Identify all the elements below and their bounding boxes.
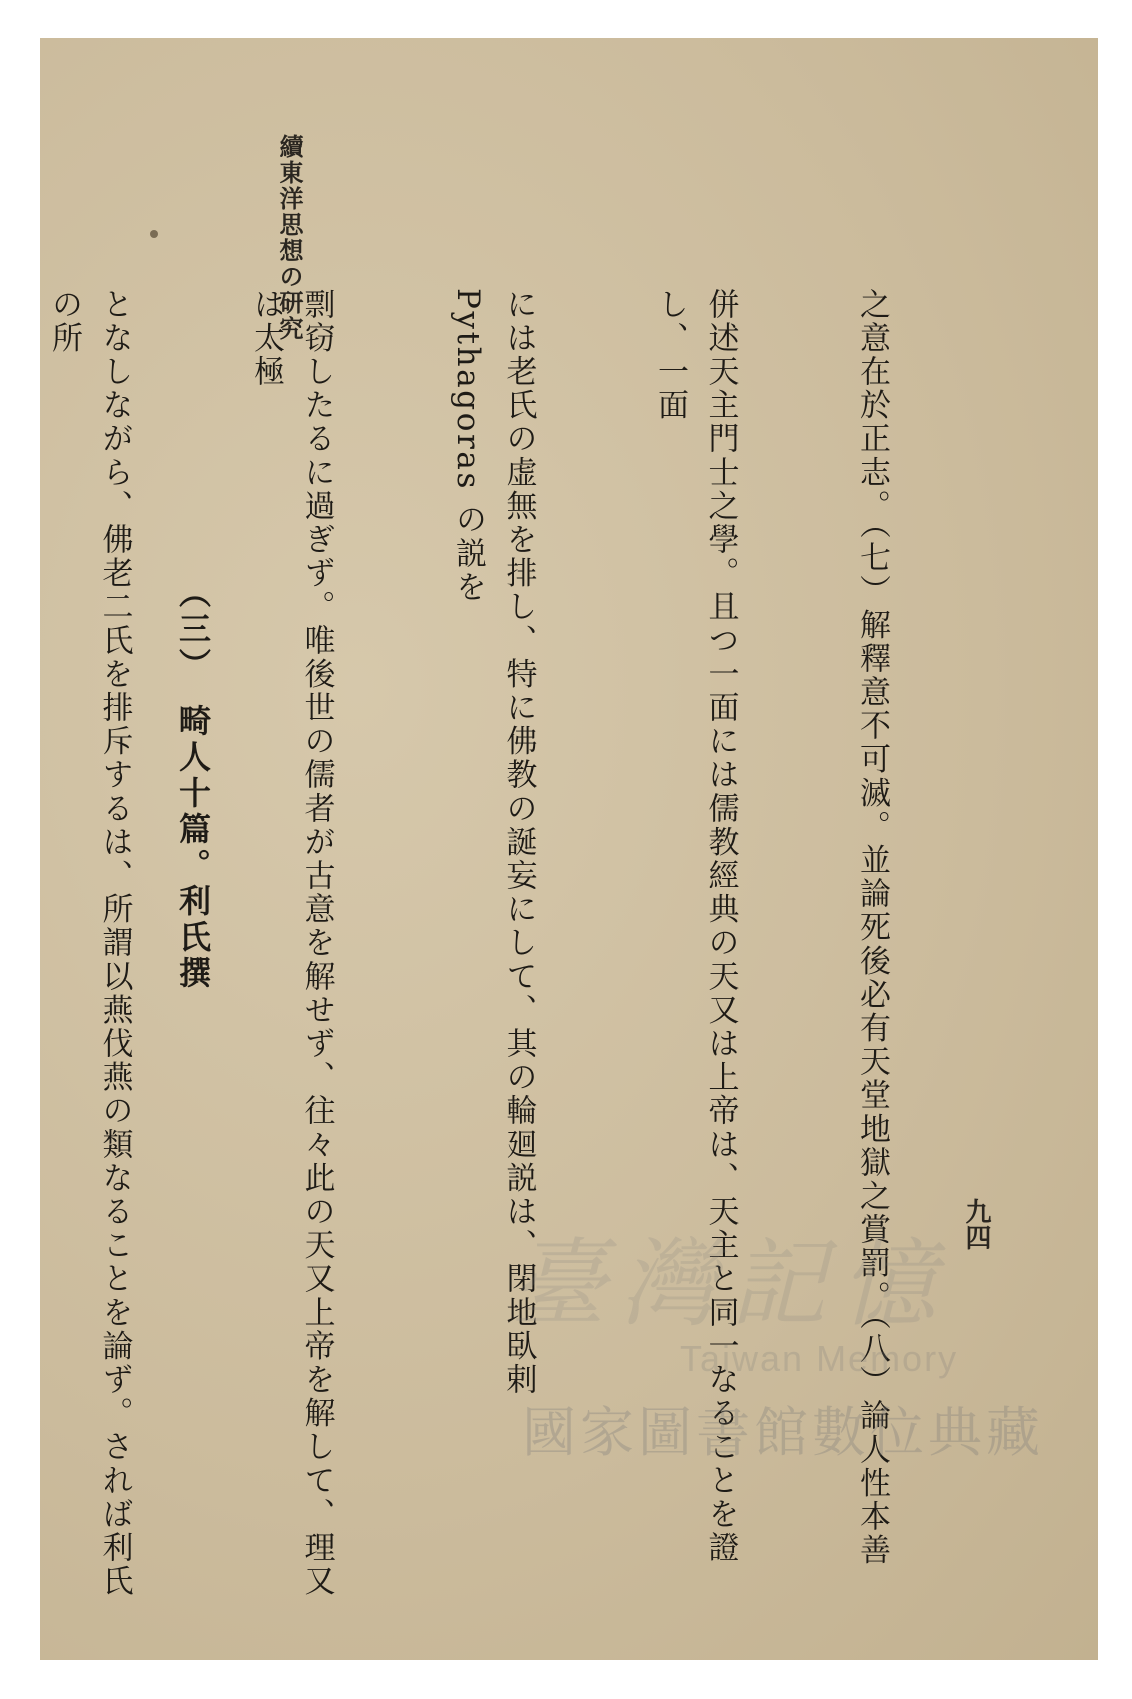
body-line: 之意在於正志。（七）解釋意不可滅。並論死後必有天堂地獄之賞罰。（八）論人性本善 xyxy=(854,288,890,1568)
body-line: となしながら、佛老二氏を排斥するは、所謂以燕伐燕の類なることを論ず。されば利氏の所 xyxy=(46,288,133,1599)
body-line: 併述天主門士之學。且つ一面には儒教經典の天又は上帝は、天主と同一なることを證し、一面 xyxy=(652,288,739,1565)
body-line: 剽窃したるに過ぎず。唯後世の儒者が古意を解せず、往々此の天又上帝を解して、理又は太極 xyxy=(248,288,335,1599)
section-heading: （三） 畸人十篇。利氏撰 xyxy=(174,576,212,992)
book-page xyxy=(40,38,1098,1660)
watermark-chinese: 國家圖書館數位典藏 xyxy=(522,1403,1044,1463)
watermark-english: Taiwan Memory xyxy=(680,1338,959,1379)
body-line: には老氏の虚無を排し、特に佛教の誕妄にして、其の輪廻説は、閉地臥剌 Pythagoras の説を xyxy=(450,288,537,1410)
running-head: 續東洋思想の研究 xyxy=(275,134,304,342)
page-number: 九四 xyxy=(961,1198,991,1250)
watermark-logo: 臺灣記憶 xyxy=(510,1228,950,1340)
ink-spot xyxy=(150,230,158,238)
